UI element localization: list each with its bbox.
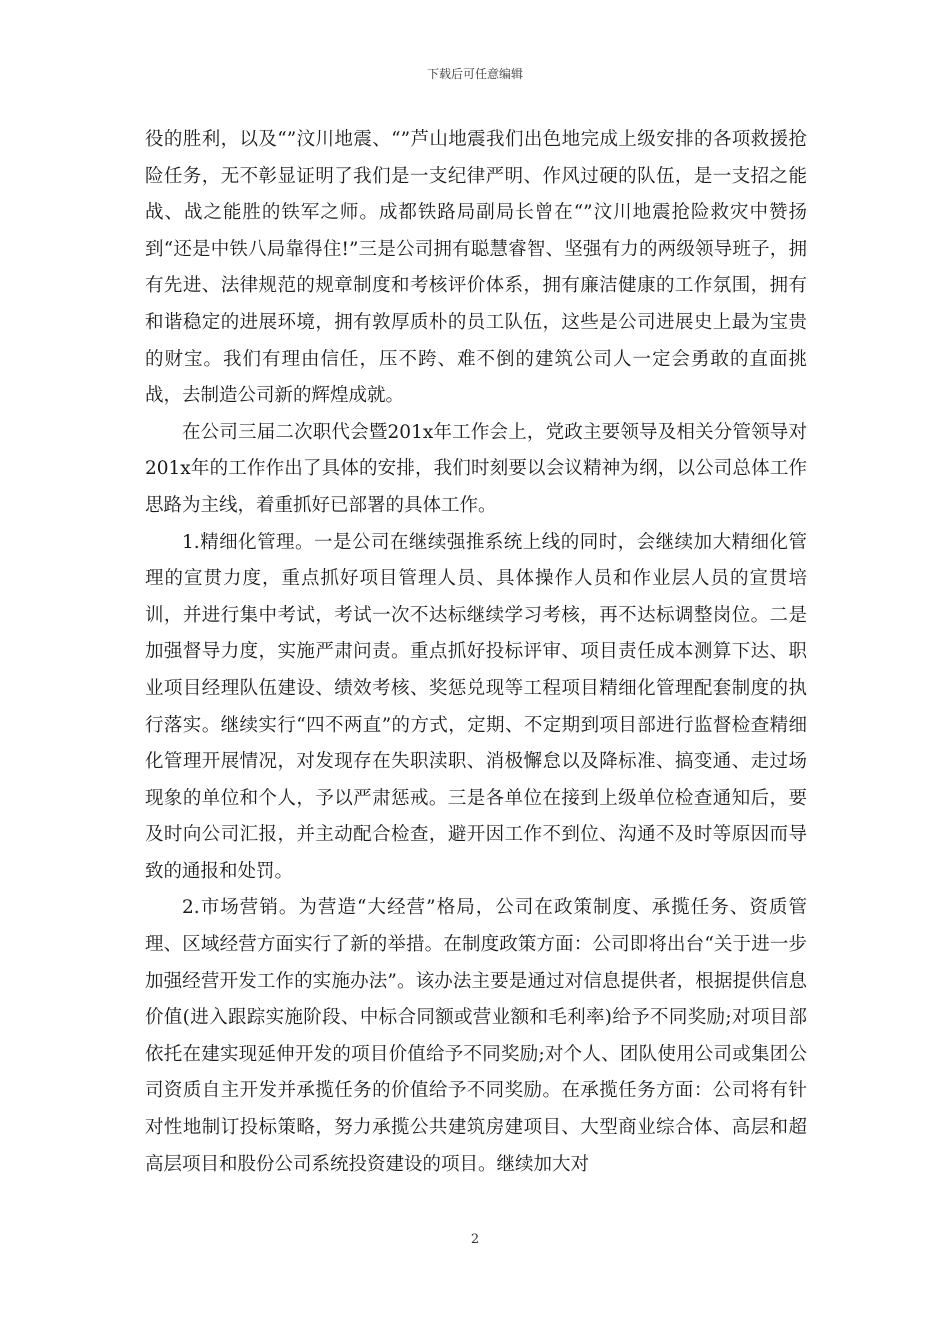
page-number: 2 (470, 1232, 480, 1247)
document-body (145, 122, 807, 1183)
paragraph-meeting-arrangement: 在公司三届二次职代会暨201x年工作会上，党政主要领导及相关分管领导对201x年的工作作出了具体的安排，我们时刻要以会议精神为纲，以公司总体工作思路为主线，着重抓好已部署的具体工作。 (145, 421, 807, 516)
paragraph-continuation: 役的胜利，以及“”汶川地震、“”芦山地震我们出色地完成上级安排的各项救援抢险任务，无不彰显证明了我们是一支纪律严明、作风过硬的队伍，是一支招之能战、战之能胜的铁军之师。成都铁路局副局长曾在“”汶川地震抢险救灾中赞扬到“还是中铁八局靠得住!”三是公司拥有聪慧睿智、坚强有力的两级领导班子，拥有先进、法律规范的规章制度和考核评价体系，拥有廉洁健康的工作氛围，拥有和谐稳定的进展环境，拥有敦厚质朴的员工队伍，这些是公司进展史上最为宝贵的财宝。我们有理由信任，压不跨、难不倒的建筑公司人一定会勇敢的直面挑战，去制造公司新的辉煌成就。 (145, 129, 807, 407)
paragraph-refined-management: 1.精细化管理。一是公司在继续强推系统上线的同时，会继续加大精细化管理的宣贯力度，重点抓好项目管理人员、具体操作人员和作业层人员的宣贯培训，并进行集中考试，考试一次不达标继续学习考核，再不达标调整岗位。二是加强督导力度，实施严肃问责。重点抓好投标评审、项目责任成本测算下达、职业项目经理队伍建设、绩效考核、奖惩兑现等工程项目精细化管理配套制度的执行落实。继续实行“四不两直”的方式，定期、不定期到项目部进行监督检查精细化管理开展情况，对发现存在失职渎职、消极懈怠以及降标准、搞变通、走过场现象的单位和个人，予以严肃惩戒。三是各单位在接到上级单位检查通知后，要及时向公司汇报，并主动配合检查，避开因工作不到位、沟通不及时等原因而导致的通报和处罚。 (145, 531, 807, 882)
page-header: 下载后可任意编辑 (426, 67, 523, 81)
paragraph-market-marketing: 2.市场营销。为营造“大经营”格局，公司在政策制度、承揽任务、资质管理、区域经营方面实行了新的举措。在制度政策方面：公司即将出台“关于进一步加强经营开发工作的实施办法”。该办法主要是通过对信息提供者，根据提供信息价值(进入跟踪实施阶段、中标合同额或营业额和毛利率)给予不同奖励;对项目部依托在建实现延伸开发的项目价值给予不同奖励;对个人、团队使用公司或集团公司资质自主开发并承揽任务的价值给予不同奖励。在承揽任务方面：公司将有针对性地制订投标策略，努力承揽公共建筑房建项目、大型商业综合体、高层和超高层项目和股份公司系统投资建设的项目。继续加大对 (145, 897, 807, 1175)
